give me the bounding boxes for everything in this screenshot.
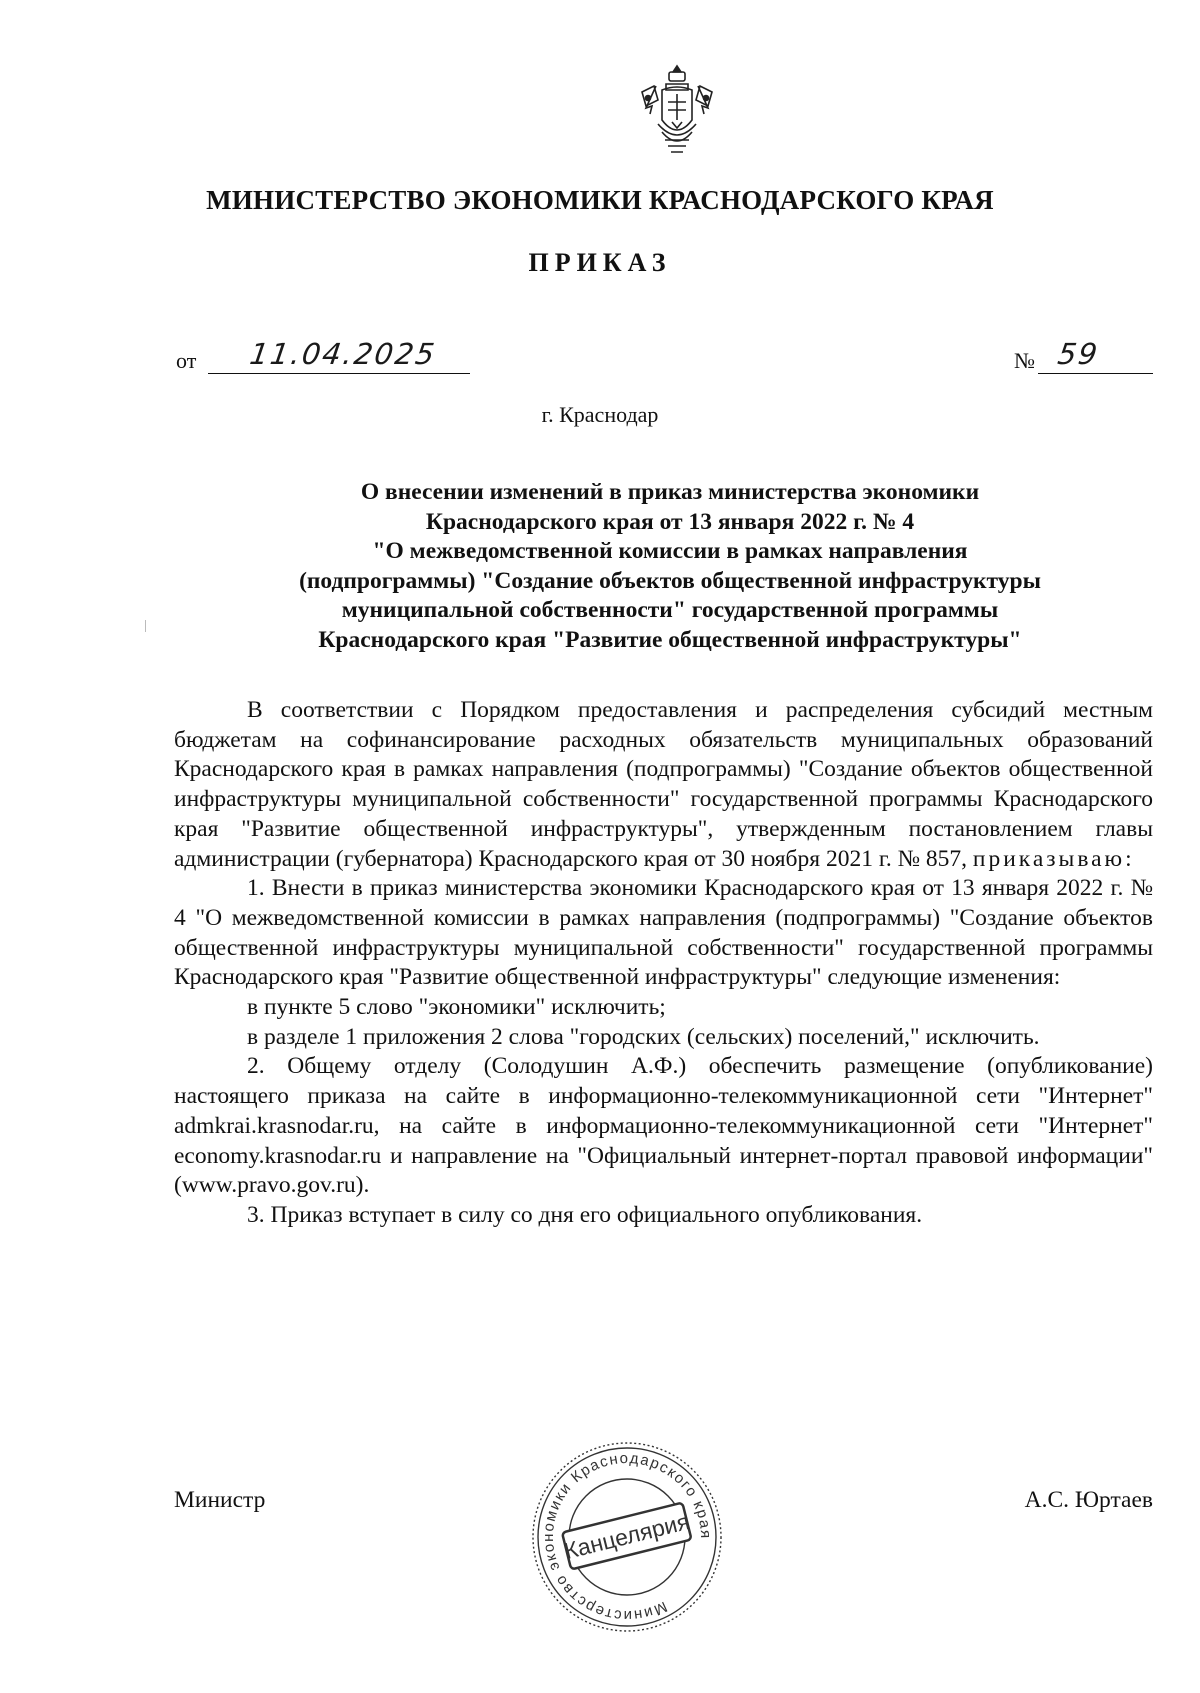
date-label: от	[176, 348, 197, 373]
heading-line: "О межведомственной комиссии в рамках направления	[372, 538, 968, 564]
item-2-paragraph: 2. Общему отделу (Солодушин А.Ф.) обеспечить размещение (опубликование) настоящего приказа на сайте в информационно-телекоммуникационной сети "Интернет" admkrai.krasnodar.ru, на сайте в информационно-телекоммуникационной сети "Интернет" economy.krasnodar.ru и направление на "Официальный интернет-портал правовой информации" (www.pravo.gov.ru).	[174, 1053, 1153, 1199]
order-word: приказываю:	[972, 845, 1135, 872]
item-3-paragraph: 3. Приказ вступает в силу со дня его официального опубликования.	[247, 1201, 923, 1228]
office-stamp	[527, 1437, 727, 1637]
preamble-paragraph	[174, 696, 1153, 874]
scan-mark	[145, 620, 146, 632]
stamp-ring-text: Министерство экономики Краснодарского края	[539, 1449, 715, 1625]
coat-of-arms-emblem	[632, 62, 722, 162]
ministry-title: МИНИСТЕРСТВО ЭКОНОМИКИ КРАСНОДАРСКОГО КРАЯ	[206, 185, 994, 215]
item-1b-paragraph: в разделе 1 приложения 2 слова "городских (сельских) поселений," исключить.	[247, 1023, 1040, 1050]
item-1a-paragraph: в пункте 5 слово "экономики" исключить;	[247, 994, 666, 1021]
handwritten-date: 11.04.2025	[247, 337, 439, 371]
number-label: №	[1014, 348, 1035, 373]
number-field	[1038, 333, 1153, 374]
signatory-position: Министр	[174, 1487, 266, 1513]
heading-line: муниципальной собственности" государственной программы	[341, 597, 999, 623]
item-1-paragraph: 1. Внести в приказ министерства экономики Краснодарского края от 13 января 2022 г. № 4 "О межведомственной комиссии в рамках направления (подпрограммы) "Создание объектов общественной инфраструктуры муниципальной собственности" государственной программы Краснодарского края "Развитие общественной инфраструктуры" следующие изменения:	[174, 875, 1153, 991]
heading-line: (подпрограммы) "Создание объектов общественной инфраструктуры	[299, 567, 1041, 594]
signatory-name: А.С. Юртаев	[1024, 1487, 1153, 1513]
city-line: г. Краснодар	[541, 402, 659, 427]
document-body	[174, 696, 1153, 1231]
date-number-row	[176, 332, 1153, 382]
handwritten-number: 59	[1055, 337, 1102, 371]
heading-line: Краснодарского края от 13 января 2022 г. № 4	[425, 508, 915, 535]
document-type-title: ПРИКАЗ	[528, 248, 672, 277]
heading-line: О внесении изменений в приказ министерства экономики	[360, 479, 980, 505]
preamble-text: В соответствии с Порядком предоставления и распределения субсидий местным бюджетам на софинансирование расходных обязательств муниципальных образований Краснодарского края в рамках направления (подпрограммы) "Создание объектов общественной инфраструктуры муниципальной собственности" государственной программы Краснодарского края "Развитие общественной инфраструктуры", утвержденным постановлением главы администрации (губернатора) Краснодарского края от 30 ноября 2021 г. № 857,	[174, 697, 1153, 872]
stamp-center-text: Канцелярия	[561, 1507, 692, 1565]
date-field	[208, 333, 470, 374]
heading-line: Краснодарского края "Развитие общественной инфраструктуры"	[318, 626, 1022, 653]
document-heading	[200, 478, 1140, 655]
